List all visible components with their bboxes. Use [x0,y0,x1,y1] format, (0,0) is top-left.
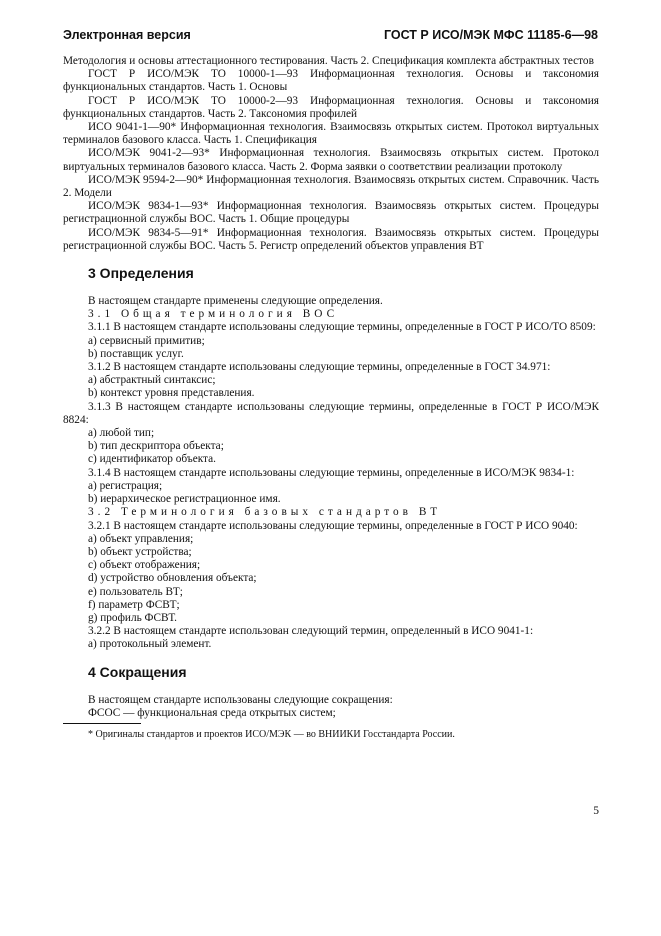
list-item: b) поставщик услуг. [88,347,184,360]
subsection-heading: 3.1 Общая терминология ВОС [88,308,339,321]
list-item: b) тип дескриптора объекта; [88,440,224,453]
section-4-heading: 4 Сокращения [88,663,187,680]
list-item: f) параметр ФСВТ; [88,598,180,611]
list-item: e) пользователь ВТ; [88,585,183,598]
list-item: b) контекст уровня представления. [88,387,255,400]
paragraph: 3.1.1 В настоящем стандарте использованы следующие термины, определенные в ГОСТ Р ИСО/ТО 8509: [88,321,596,334]
list-item: a) абстрактный синтаксис; [88,374,216,387]
paragraph: 3.2.2 В настоящем стандарте использован следующий термин, определенный в ИСО 9041-1: [88,625,534,638]
section-3-heading: 3 Определения [88,265,194,282]
footnote-divider [63,723,141,724]
list-item: a) сервисный примитив; [88,334,205,347]
running-header [63,28,598,44]
list-item: c) идентификатор объекта. [88,453,216,466]
page-number: 5 [593,805,599,817]
list-item: d) устройство обновления объекта; [88,572,257,585]
list-item: g) профиль ФСВТ. [88,611,177,624]
list-item: b) объект устройства; [88,545,192,558]
paragraph: 3.1.3 В настоящем стандарте использованы следующие термины, определенные в ГОСТ Р ИСО/МЭК 8824: [63,400,599,426]
reference-entry: ИСО/МЭК 9834-5—91* Информационная технология. Взаимосвязь открытых систем. Процедуры регистрационной службы ВОС. Часть 5. Регистр определений объектов управления ВТ [63,226,599,252]
paragraph: В настоящем стандарте использованы следующие сокращения: [88,693,393,706]
list-item: a) объект управления; [88,532,194,545]
list-item: b) иерархическое регистрационное имя. [88,493,281,506]
list-item: ФСОС — функциональная среда открытых систем; [88,706,336,719]
reference-entry: ИСО/МЭК 9594-2—90* Информационная технология. Взаимосвязь открытых систем. Справочник. Часть 2. Модели [63,173,599,200]
paragraph: 3.2.1 В настоящем стандарте использованы следующие термины, определенные в ГОСТ Р ИСО 9040: [88,519,578,532]
list-item: a) протокольный элемент. [88,638,212,651]
list-item: a) любой тип; [88,427,155,440]
reference-entry: Методология и основы аттестационного тестирования. Часть 2. Спецификация комплекта абстрактных тестов [63,55,594,67]
reference-entry: ГОСТ Р ИСО/МЭК ТО 10000-1—93 Информационная технология. Основы и таксономия функциональных стандартов. Часть 1. Основы [63,68,599,94]
reference-entry: ГОСТ Р ИСО/МЭК ТО 10000-2—93 Информационная технология. Основы и таксономия функциональных стандартов. Часть 2. Таксономия профилей [63,94,599,120]
reference-entry: ИСО/МЭК 9041-2—93* Информационная технология. Взаимосвязь открытых систем. Протокол виртуальных терминалов базового класса. Часть 2. Форма заявки о соответствии реализации протоколу [63,147,599,173]
reference-entry: ИСО 9041-1—90* Информационная технология. Взаимосвязь открытых систем. Протокол виртуальных терминалов базового класса. Часть 1. Спецификация [63,121,599,147]
document-body [63,55,599,741]
reference-entry: ИСО/МЭК 9834-1—93* Информационная технология. Взаимосвязь открытых систем. Процедуры регистрационной службы ВОС. Часть 1. Общие процедуры [63,200,599,226]
paragraph: 3.1.4 В настоящем стандарте использованы следующие термины, определенные в ИСО/МЭК 9834-1: [88,466,575,479]
paragraph: В настоящем стандарте применены следующие определения. [88,295,383,308]
header-standard-number: ГОСТ Р ИСО/МЭК МФС 11185-6—98 [383,28,598,42]
list-item: a) регистрация; [88,479,163,492]
list-item: c) объект отображения; [88,559,201,572]
subsection-heading: 3.2 Терминология базовых стандартов ВТ [88,506,442,519]
footnote: * Оригиналы стандартов и проектов ИСО/МЭК — во ВНИИКИ Госстандарта России. [88,728,455,740]
paragraph: 3.1.2 В настоящем стандарте использованы следующие термины, определенные в ГОСТ 34.971: [88,361,551,374]
header-edition-label: Электронная версия [63,28,191,42]
